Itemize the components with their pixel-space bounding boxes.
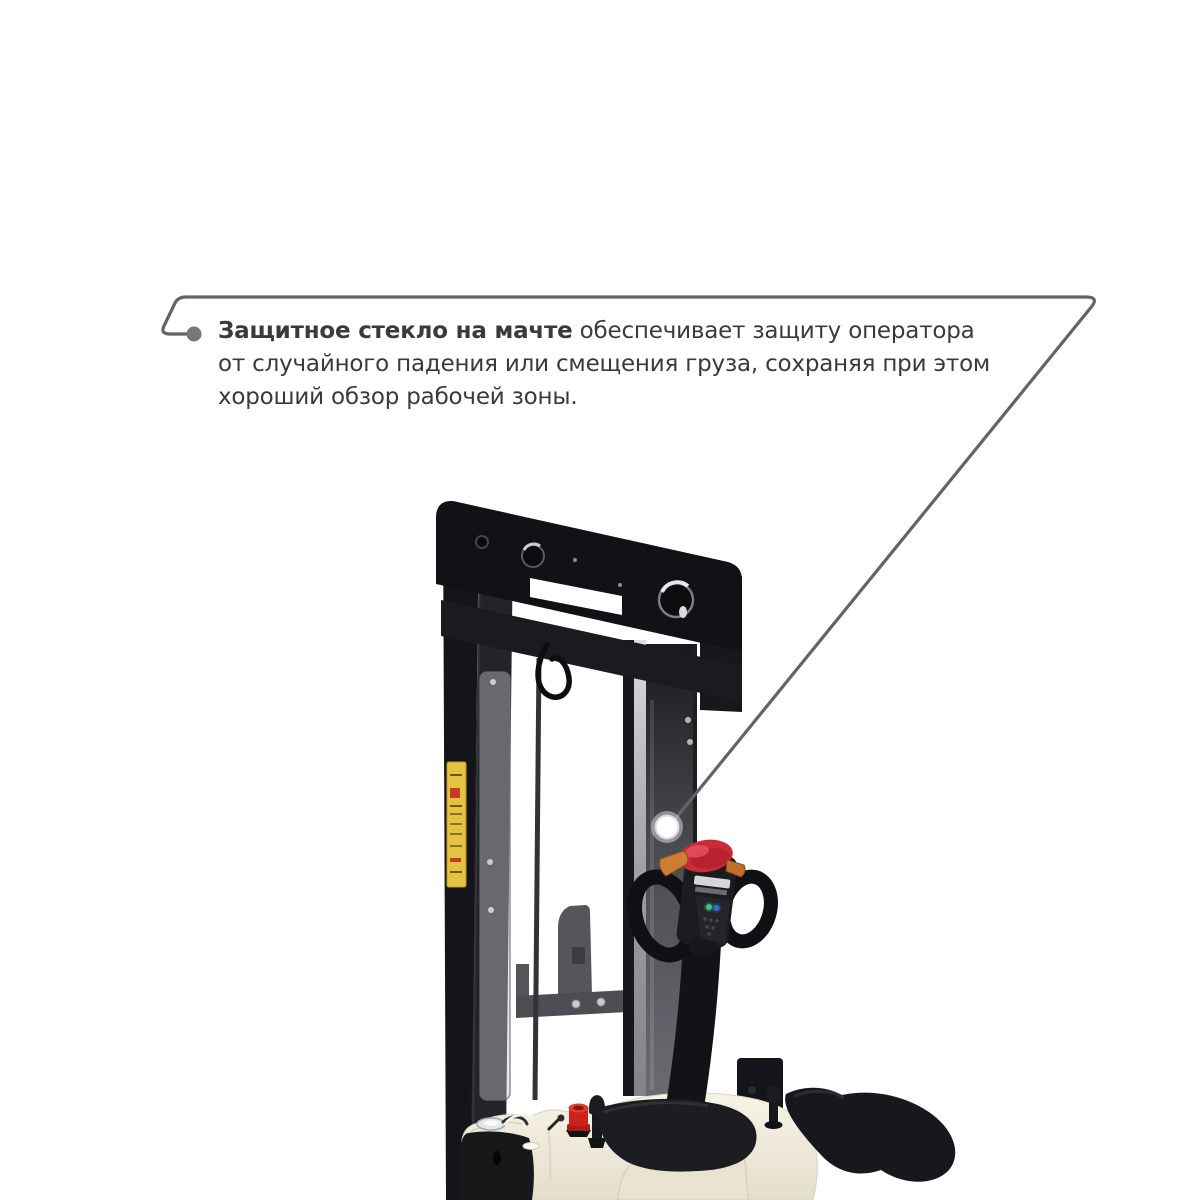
callout-text xyxy=(218,315,990,414)
callout-title: Защитное стекло на мачте xyxy=(218,318,573,344)
warning-label xyxy=(447,762,466,887)
tiller-arm xyxy=(686,944,702,1100)
glass-left-strip xyxy=(480,672,510,1100)
callout-body: обеспечивает защиту оператора xyxy=(579,318,975,344)
control-console xyxy=(696,896,730,944)
emergency-stop-button xyxy=(566,1104,591,1138)
callout-line-3: хороший обзор рабочей зоны. xyxy=(218,384,578,410)
callout-anchor-dot xyxy=(187,327,202,342)
serial-sticker xyxy=(523,1143,539,1150)
fork-carriage xyxy=(516,905,628,1018)
callout-line-1 xyxy=(218,315,990,348)
lift-chain xyxy=(535,658,539,1100)
target-dot xyxy=(651,811,683,843)
callout-line-2: от случайного падения или смещения груза, сохраняя при этом xyxy=(218,351,991,377)
front-panel xyxy=(461,1131,534,1200)
